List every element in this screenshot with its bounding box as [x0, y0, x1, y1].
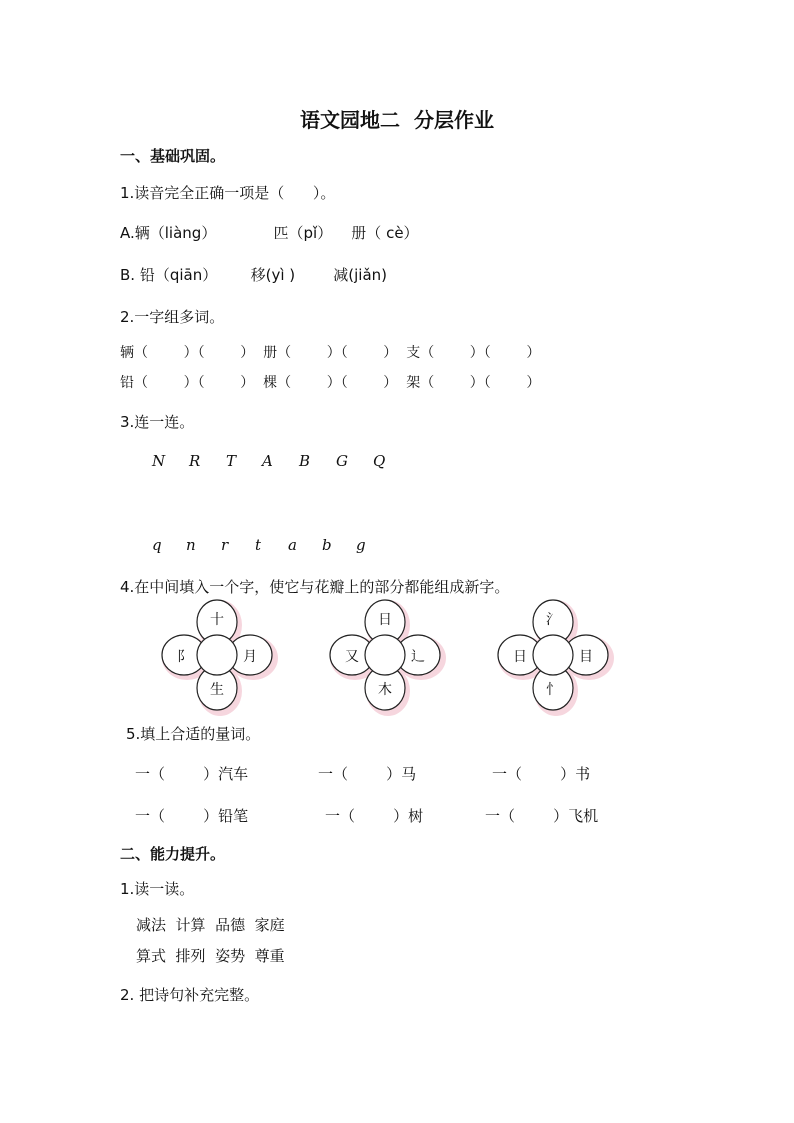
q1-option-b: B. 铅（qiān） 移(yì ) 减(jiǎn)	[120, 266, 387, 284]
q3-prompt: 3.连一连。	[120, 413, 195, 431]
q3-lower-letter: q	[152, 536, 162, 554]
q5-prompt: 5.填上合适的量词。	[126, 725, 261, 743]
q3-upper-letter: A	[262, 452, 273, 470]
p2-prompt: 2. 把诗句补充完整。	[120, 986, 260, 1004]
flower-petal-top: 十	[210, 612, 224, 628]
flower-2	[328, 598, 448, 718]
q3-lower-letter: n	[186, 536, 196, 554]
p1-prompt: 1.读一读。	[120, 880, 195, 898]
flower-petal-left: 又	[345, 649, 359, 665]
q2-row-1: 辆（ ）（ ） 册（ ）（ ） 支（ ）（ ）	[120, 345, 541, 361]
q3-upper-letter: N	[152, 452, 166, 470]
flower-petal-left: 日	[513, 649, 527, 665]
q5-item: 一（ ）铅笔	[135, 807, 249, 825]
q3-upper-letter: Q	[373, 452, 386, 470]
q3-lower-letter: r	[221, 536, 229, 554]
q3-lower-letter: t	[255, 536, 262, 554]
flower-petal-top: 氵	[546, 612, 560, 628]
q3-upper-letter: T	[226, 452, 237, 470]
q1-prompt: 1.读音完全正确一项是（ ）。	[120, 184, 336, 202]
flower-1	[160, 598, 280, 718]
flower-petal-top: 日	[378, 612, 392, 628]
section-heading-advanced: 二、能力提升。	[120, 845, 226, 863]
q3-lower-letter: a	[288, 536, 297, 554]
q5-item: 一（ ）书	[492, 765, 591, 783]
p1-words-line-2: 算式 排列 姿势 尊重	[136, 947, 285, 965]
page-title: 语文园地二 分层作业	[300, 108, 494, 132]
q2-prompt: 2.一字组多词。	[120, 308, 225, 326]
q3-lower-letter: b	[322, 536, 332, 554]
q3-upper-letter: B	[299, 452, 311, 470]
flower-petal-bottom: 生	[210, 682, 224, 698]
q3-lower-letter: g	[356, 536, 366, 554]
q1-option-a: A.辆（liàng） 匹（pǐ） 册（ cè）	[120, 224, 419, 242]
q4-prompt: 4.在中间填入一个字，使它与花瓣上的部分都能组成新字。	[120, 578, 510, 596]
flower-petal-bottom: 木	[378, 682, 392, 698]
flower-3	[496, 598, 616, 718]
q5-item: 一（ ）汽车	[135, 765, 249, 783]
flower-petal-left: 阝	[177, 649, 191, 665]
q2-row-2: 铅（ ）（ ） 棵（ ）（ ） 架（ ）（ ）	[120, 375, 541, 391]
q3-upper-letter: G	[336, 452, 348, 470]
flower-petal-right: 目	[579, 649, 593, 665]
p1-words-line-1: 减法 计算 品德 家庭	[136, 916, 285, 934]
flower-petal-right: 月	[243, 649, 257, 665]
section-heading-basic: 一、基础巩固。	[120, 147, 226, 165]
flower-petal-bottom: 忄	[546, 682, 560, 698]
q5-item: 一（ ）飞机	[485, 807, 599, 825]
flower-petal-right: 辶	[411, 649, 425, 665]
q5-item: 一（ ）马	[318, 765, 417, 783]
q3-upper-letter: R	[189, 452, 201, 470]
q5-item: 一（ ）树	[325, 807, 424, 825]
